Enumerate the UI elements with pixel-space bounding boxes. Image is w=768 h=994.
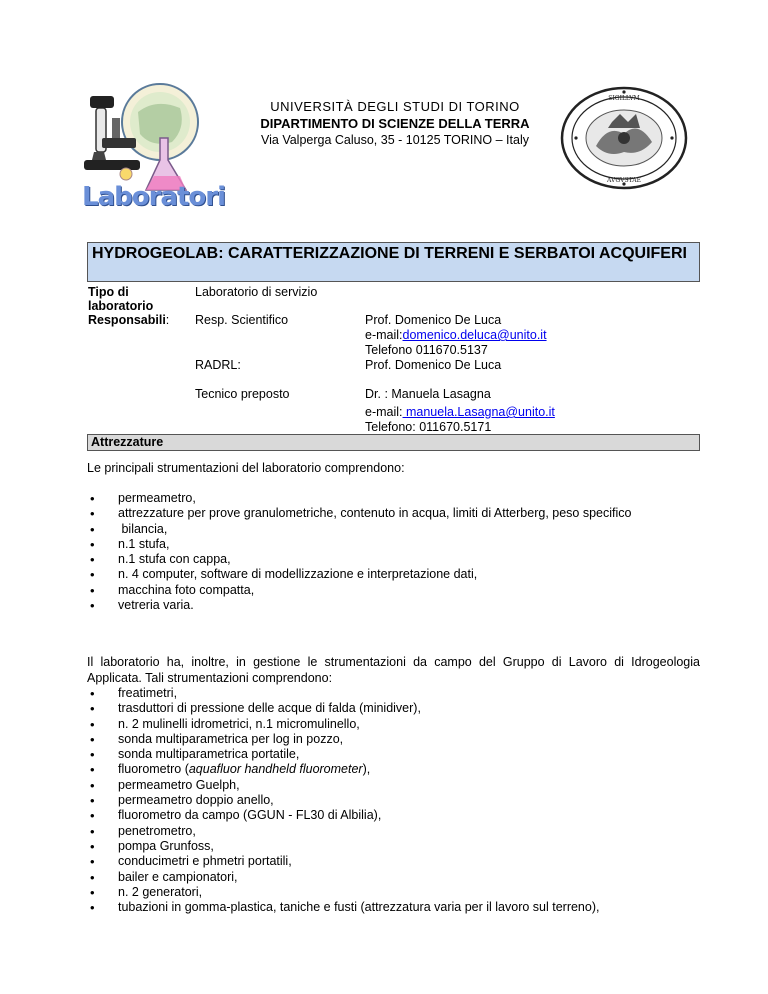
resp-email-link[interactable]: domenico.deluca@unito.it	[402, 328, 547, 342]
header-block	[210, 98, 580, 149]
tipo-value: Laboratorio di servizio	[195, 285, 318, 299]
tecnico-name: Dr. : Manuela Lasagna	[365, 387, 491, 401]
field-equipment-list	[87, 686, 700, 915]
list-item: • freatimetri,	[87, 686, 700, 701]
attrezzature-intro: Le principali strumentazioni del laboratorio comprendono:	[87, 461, 405, 475]
list-item: • pompa Grunfoss,	[87, 839, 700, 854]
responsabili-text: Responsabili	[88, 313, 166, 327]
university-seal	[556, 84, 692, 192]
responsabili-colon: :	[165, 313, 170, 327]
list-item: • trasduttori di pressione delle acque di falda (minidiver),	[87, 701, 700, 716]
lab-equipment-list	[87, 491, 700, 613]
page-title: HYDROGEOLAB: CARATTERIZZAZIONE DI TERRENI E SERBATOI ACQUIFERI	[87, 242, 700, 282]
list-item: • fluorometro da campo (GGUN - FL30 di Albilia),	[87, 808, 700, 823]
tecnico-email-prefix: e-mail:	[365, 405, 403, 419]
department-address: Via Valperga Caluso, 35 - 10125 TORINO – Italy	[261, 133, 529, 147]
laboratori-logo	[76, 78, 225, 218]
list-item: • n. 2 mulinelli idrometrici, n.1 micromulinello,	[87, 717, 700, 732]
resp-name: Prof. Domenico De Luca	[365, 313, 502, 327]
resp-email-prefix: e-mail:	[365, 328, 403, 342]
resp-phone: Telefono 011670.5137	[365, 343, 488, 357]
responsabili-label	[88, 313, 169, 327]
tecnico-block	[365, 387, 555, 435]
svg-text:AVGVSTAE: AVGVSTAE	[607, 177, 641, 184]
fluorometro-suffix: ),	[362, 762, 371, 777]
resp-scientifico-label: Resp. Scientifico	[195, 313, 289, 327]
list-item: • n.1 stufa,	[87, 537, 700, 552]
list-item: • tubazioni in gomma-plastica, taniche e fusti (attrezzatura varia per il lavoro sul terreno),	[87, 900, 700, 915]
resp-scientifico-block	[365, 313, 547, 373]
list-item: • n. 4 computer, software di modellizzazione e interpretazione dati,	[87, 567, 700, 582]
fluorometro-prefix: fluorometro (	[118, 762, 189, 777]
list-item-fluorometro	[87, 762, 700, 777]
attrezzature-heading: Attrezzature	[87, 434, 700, 451]
field-equipment-intro: Il laboratorio ha, inoltre, in gestione le strumentazioni da campo del Gruppo di Lavoro di Idrogeologia Applicata. Tali strumentazioni comprendono:	[87, 655, 700, 685]
list-item: • penetrometro,	[87, 824, 700, 839]
list-item: • sonda multiparametrica per log in pozzo,	[87, 732, 700, 747]
list-item: • bilancia,	[87, 522, 700, 537]
tecnico-label: Tecnico preposto	[195, 387, 290, 401]
list-item: • conducimetri e phmetri portatili,	[87, 854, 700, 869]
list-item: • sonda multiparametrica portatile,	[87, 747, 700, 762]
laboratori-logo-text: Laboratori	[82, 182, 225, 212]
tecnico-phone: Telefono: 011670.5171	[365, 420, 492, 434]
list-item: • n.1 stufa con cappa,	[87, 552, 700, 567]
list-item: • n. 2 generatori,	[87, 885, 700, 900]
radrl-value: Prof. Domenico De Luca	[365, 358, 502, 372]
department-name: DIPARTIMENTO DI SCIENZE DELLA TERRA	[260, 116, 530, 131]
list-item: • macchina foto compatta,	[87, 583, 700, 598]
radrl-label: RADRL:	[195, 358, 241, 372]
svg-text:SIGILLVM: SIGILLVM	[608, 95, 640, 102]
tecnico-email-line	[365, 405, 555, 420]
list-item: • permeametro,	[87, 491, 700, 506]
list-item: • bailer e campionatori,	[87, 870, 700, 885]
university-name: UNIVERSITÀ DEGLI STUDI DI TORINO	[270, 99, 520, 114]
list-item: • permeametro doppio anello,	[87, 793, 700, 808]
fluorometro-model: aquafluor handheld fluorometer	[188, 762, 363, 777]
list-item: • vetreria varia.	[87, 598, 700, 613]
tipo-label: Tipo di laboratorio	[88, 285, 154, 313]
resp-email-line	[365, 328, 547, 343]
tecnico-email-link[interactable]: manuela.Lasagna@unito.it	[402, 405, 555, 419]
seal-icon	[556, 84, 692, 192]
list-item: • permeametro Guelph,	[87, 778, 700, 793]
list-item: • attrezzature per prove granulometriche, contenuto in acqua, limiti di Atterberg, peso specifico	[87, 506, 700, 521]
